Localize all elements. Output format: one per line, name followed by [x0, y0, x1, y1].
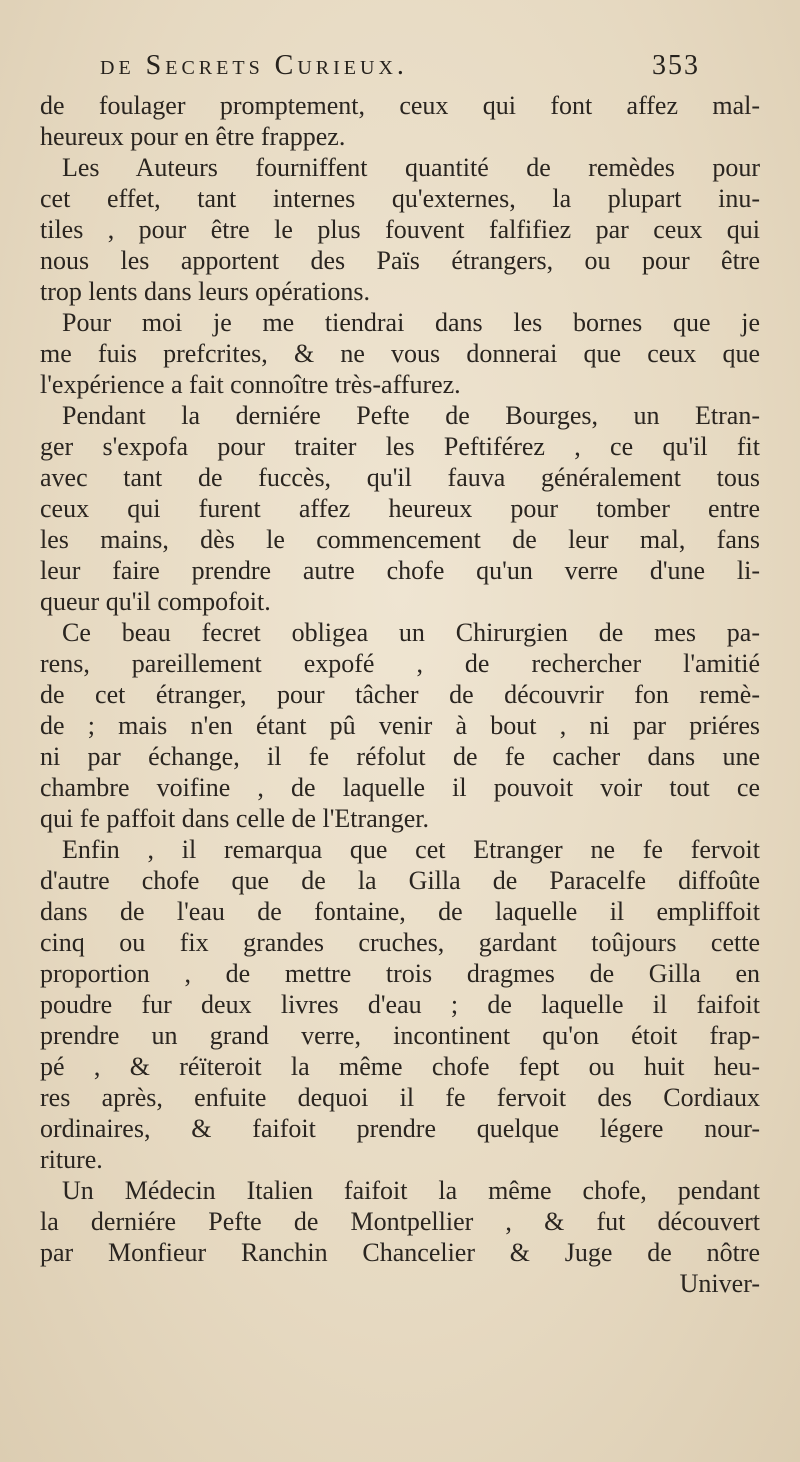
text-line: ceux qui furent affez heureux pour tomber entre [40, 494, 760, 523]
text-line: ni par échange, il fe réfolut de fe cacher dans une [40, 742, 760, 771]
text-line: trop lents dans leurs opérations. [40, 277, 370, 306]
text-line: avec tant de fuccès, qu'il fauva généralement tous [40, 463, 760, 492]
text-line: poudre fur deux livres d'eau ; de laquelle il faifoit [40, 990, 760, 1019]
text-line: de cet étranger, pour tâcher de découvrir fon remè- [40, 680, 760, 709]
text-line: la derniére Pefte de Montpellier , & fut découvert [40, 1207, 760, 1236]
text-line: prendre un grand verre, incontinent qu'on étoit frap- [40, 1021, 760, 1050]
text-line: chambre voifine , de laquelle il pouvoit voir tout ce [40, 773, 760, 802]
page-number: 353 [652, 50, 700, 81]
text-line: de ; mais n'en étant pû venir à bout , ni par priéres [40, 711, 760, 740]
text-line: dans de l'eau de fontaine, de laquelle il empliffoit [40, 897, 760, 926]
text-line: heureux pour en être frappez. [40, 122, 346, 151]
running-head [100, 50, 700, 94]
text-line: tiles , pour être le plus fouvent falfifiez par ceux qui [40, 215, 760, 244]
text-line: proportion , de mettre trois dragmes de Gilla en [40, 959, 760, 988]
text-line: nous les apportent des Païs étrangers, ou pour être [40, 246, 760, 275]
text-line: l'expérience a fait connoître très-affurez. [40, 370, 461, 399]
text-line: leur faire prendre autre chofe qu'un verre d'une li- [40, 556, 760, 585]
text-line: de foulager promptement, ceux qui font affez mal- [40, 91, 760, 120]
text-line: cet effet, tant internes qu'externes, la plupart inu- [40, 184, 760, 213]
text-line: Un Médecin Italien faifoit la même chofe, pendant [62, 1176, 760, 1205]
running-title: de Secrets Curieux. [100, 50, 408, 81]
text-line: me fuis prefcrites, & ne vous donnerai que ceux que [40, 339, 760, 368]
text-line: ordinaires, & faifoit prendre quelque légere nour- [40, 1114, 760, 1143]
text-line: ger s'expofa pour traiter les Peftiférez , ce qu'il fit [40, 432, 760, 461]
text-line: Pendant la derniére Pefte de Bourges, un Etran- [62, 401, 760, 430]
text-line: les mains, dès le commencement de leur mal, fans [40, 525, 760, 554]
text-line: queur qu'il compofoit. [40, 587, 271, 616]
text-line: riture. [40, 1145, 103, 1174]
text-line: Les Auteurs fourniffent quantité de remèdes pour [62, 153, 760, 182]
text-line: res après, enfuite dequoi il fe fervoit des Cordiaux [40, 1083, 760, 1112]
text-line: par Monfieur Ranchin Chancelier & Juge de nôtre [40, 1238, 760, 1267]
text-line: Enfin , il remarqua que cet Etranger ne fe fervoit [62, 835, 760, 864]
text-line: qui fe paffoit dans celle de l'Etranger. [40, 804, 429, 833]
text-line: rens, pareillement expofé , de rechercher l'amitié [40, 649, 760, 678]
text-line: pé , & réïteroit la même chofe fept ou huit heu- [40, 1052, 760, 1081]
text-line: d'autre chofe que de la Gilla de Paracelfe diffoûte [40, 866, 760, 895]
text-line: cinq ou fix grandes cruches, gardant toûjours cette [40, 928, 760, 957]
text-line: Ce beau fecret obligea un Chirurgien de mes pa- [62, 618, 760, 647]
text-line: Pour moi je me tiendrai dans les bornes que je [62, 308, 760, 337]
text-line: Univer- [679, 1269, 760, 1298]
body-text [40, 90, 760, 1299]
